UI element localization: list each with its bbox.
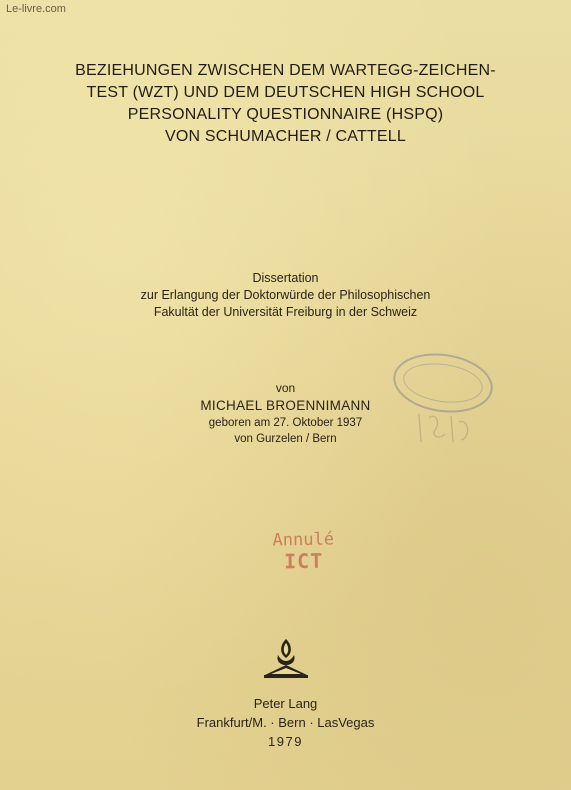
annule-stamp-line2: ICT	[283, 548, 324, 574]
book-title	[40, 60, 531, 148]
dissertation-line: zur Erlangung der Doktorwürde der Philosophischen	[140, 288, 431, 302]
title-line: PERSONALITY QUESTIONNAIRE (HSPQ)	[127, 106, 444, 123]
publisher-name: Peter Lang	[253, 696, 318, 711]
title-line: BEZIEHUNGEN ZWISCHEN DEM WARTEGG-ZEICHEN-	[75, 62, 496, 79]
annule-stamp	[256, 529, 352, 573]
dissertation-line: Fakultät der Universität Freiburg in der Schweiz	[153, 305, 418, 319]
title-line: TEST (WZT) UND DEM DEUTSCHEN HIGH SCHOOL	[86, 84, 485, 101]
annule-stamp-line1: Annulé	[272, 529, 335, 551]
dissertation-statement	[40, 270, 531, 321]
publisher-cities: Frankfurt/M. · Bern · LasVegas	[196, 715, 375, 730]
publisher-block	[150, 694, 421, 751]
author-block	[150, 380, 421, 447]
publisher-logo-icon	[262, 637, 310, 681]
pencil-mark	[415, 408, 475, 448]
title-line: VON SCHUMACHER / CATTELL	[165, 128, 406, 145]
watermark-text: Le-livre.com	[6, 3, 66, 15]
dissertation-line: Dissertation	[252, 271, 319, 285]
publication-year: 1979	[268, 734, 303, 749]
author-by-label: von	[275, 381, 296, 395]
author-birth: geboren am 27. Oktober 1937	[208, 417, 363, 429]
author-origin: von Gurzelen / Bern	[234, 433, 337, 445]
author-name: MICHAEL BROENNIMANN	[200, 398, 371, 413]
